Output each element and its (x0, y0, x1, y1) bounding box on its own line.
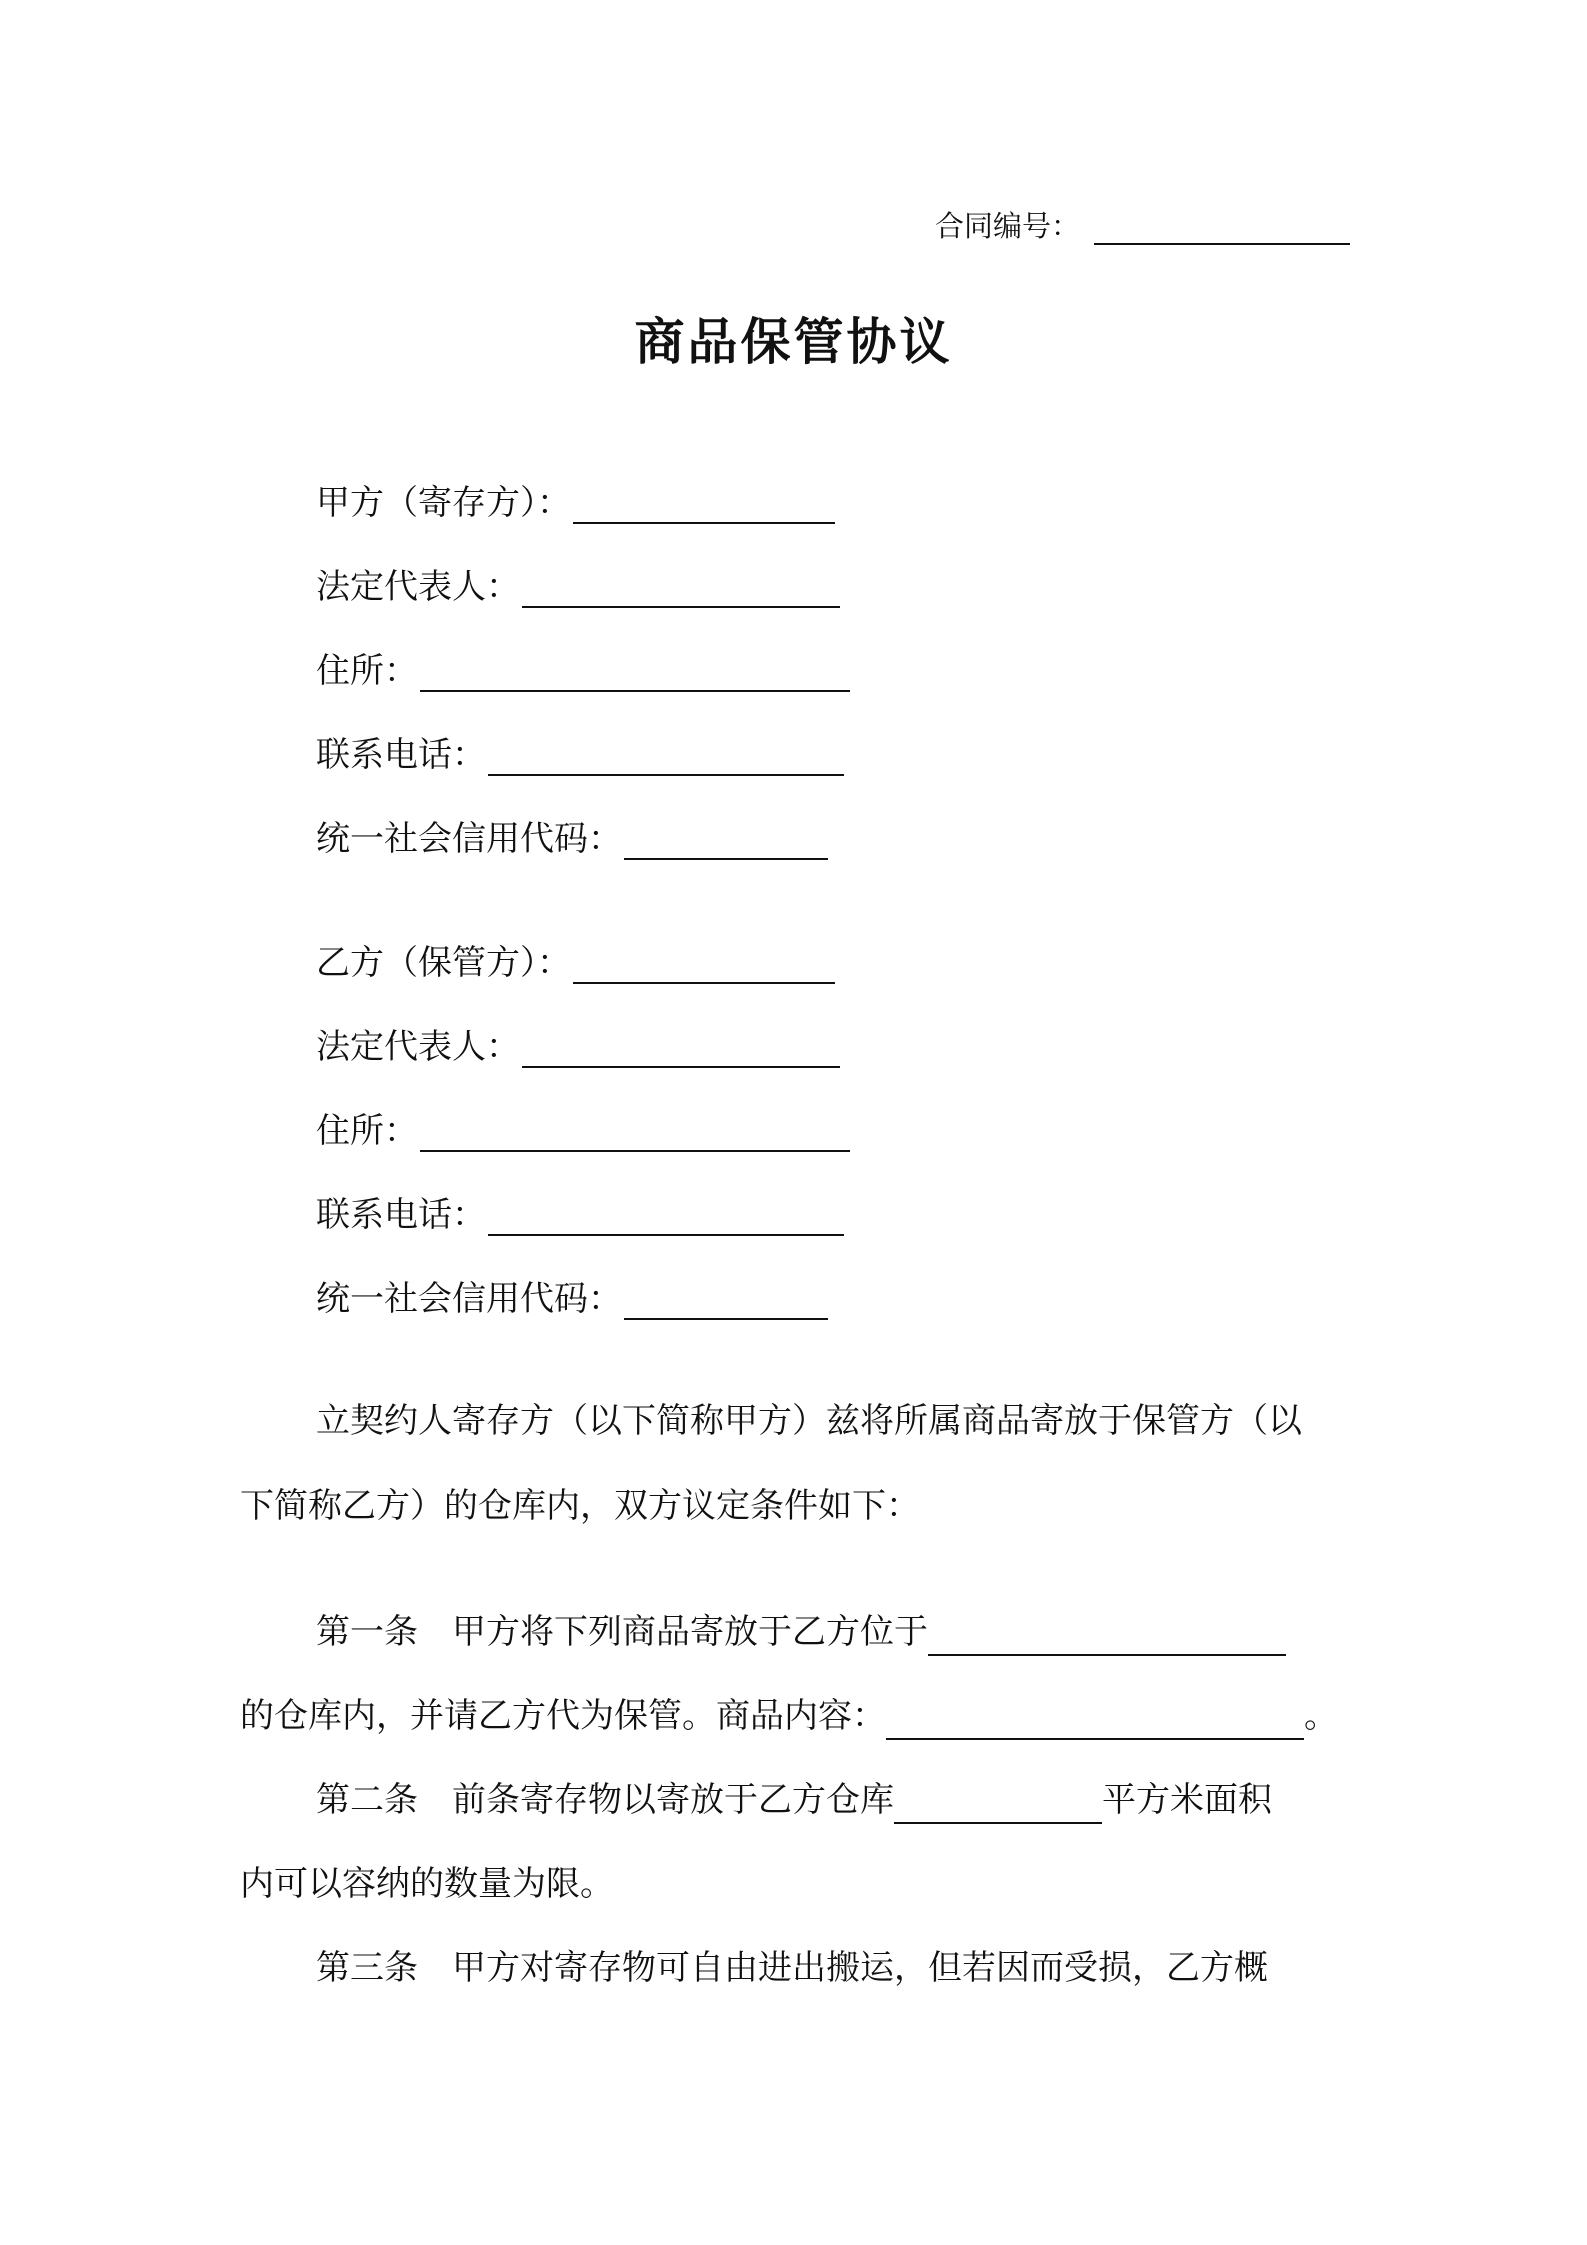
party-a-credit-code-label: 统一社会信用代码： (316, 819, 622, 859)
party-b-name-blank[interactable] (573, 946, 835, 984)
party-b-credit-code-blank[interactable] (624, 1282, 828, 1320)
article-1-line-2-text: 的仓库内，并请乙方代为保管。商品内容： (240, 1696, 886, 1736)
preamble-line-2: 下简称乙方）的仓库内，双方议定条件如下： (240, 1486, 920, 1526)
party-b-rep-field (316, 1020, 840, 1068)
party-a-phone-label: 联系电话： (316, 735, 486, 775)
article-1-line-2-end: 。 (1304, 1696, 1338, 1736)
article-2-line-1 (240, 1776, 1350, 1824)
party-b-address-field (316, 1104, 850, 1152)
article-1-line-2 (240, 1692, 1350, 1740)
party-a-rep-blank[interactable] (522, 570, 840, 608)
document-title: 商品保管协议 (634, 312, 953, 371)
party-a-address-label: 住所： (316, 651, 418, 691)
warehouse-location-blank[interactable] (928, 1618, 1286, 1656)
goods-content-blank[interactable] (886, 1702, 1304, 1740)
party-b-name-label: 乙方（保管方）： (316, 943, 571, 983)
party-b-phone-label: 联系电话： (316, 1195, 486, 1235)
contract-number-label: 合同编号： (935, 209, 1081, 243)
party-a-rep-field (316, 560, 840, 608)
party-b-credit-code-label: 统一社会信用代码： (316, 1279, 622, 1319)
article-2-text: 第二条 前条寄存物以寄放于乙方仓库 (316, 1780, 894, 1820)
party-b-address-blank[interactable] (420, 1114, 850, 1152)
article-3-line-1: 第三条 甲方对寄存物可自由进出搬运，但若因而受损，乙方概 (316, 1948, 1268, 1988)
party-a-credit-code-blank[interactable] (624, 822, 828, 860)
contract-number-row (935, 204, 1350, 245)
party-a-address-blank[interactable] (420, 654, 850, 692)
party-a-credit-code-field (316, 812, 828, 860)
party-b-address-label: 住所： (316, 1111, 418, 1151)
party-b-phone-blank[interactable] (488, 1198, 844, 1236)
party-a-name-blank[interactable] (573, 486, 835, 524)
party-b-credit-code-field (316, 1272, 828, 1320)
party-a-phone-field (316, 728, 844, 776)
party-a-name-field (316, 476, 835, 524)
article-2-suffix: 平方米面积 (1102, 1780, 1272, 1820)
party-a-address-field (316, 644, 850, 692)
party-a-phone-blank[interactable] (488, 738, 844, 776)
contract-number-blank[interactable] (1094, 213, 1350, 245)
party-b-name-field (316, 936, 835, 984)
party-b-rep-label: 法定代表人： (316, 1027, 520, 1067)
article-1-line-1 (240, 1608, 1350, 1656)
party-a-name-label: 甲方（寄存方）： (316, 483, 571, 523)
article-1-text: 第一条 甲方将下列商品寄放于乙方位于 (316, 1612, 928, 1652)
preamble-line-1: 立契约人寄存方（以下简称甲方）兹将所属商品寄放于保管方（以 (316, 1401, 1302, 1441)
party-b-rep-blank[interactable] (522, 1030, 840, 1068)
party-b-phone-field (316, 1188, 844, 1236)
article-2-line-2: 内可以容纳的数量为限。 (240, 1864, 614, 1904)
party-a-rep-label: 法定代表人： (316, 567, 520, 607)
area-size-blank[interactable] (894, 1786, 1102, 1824)
